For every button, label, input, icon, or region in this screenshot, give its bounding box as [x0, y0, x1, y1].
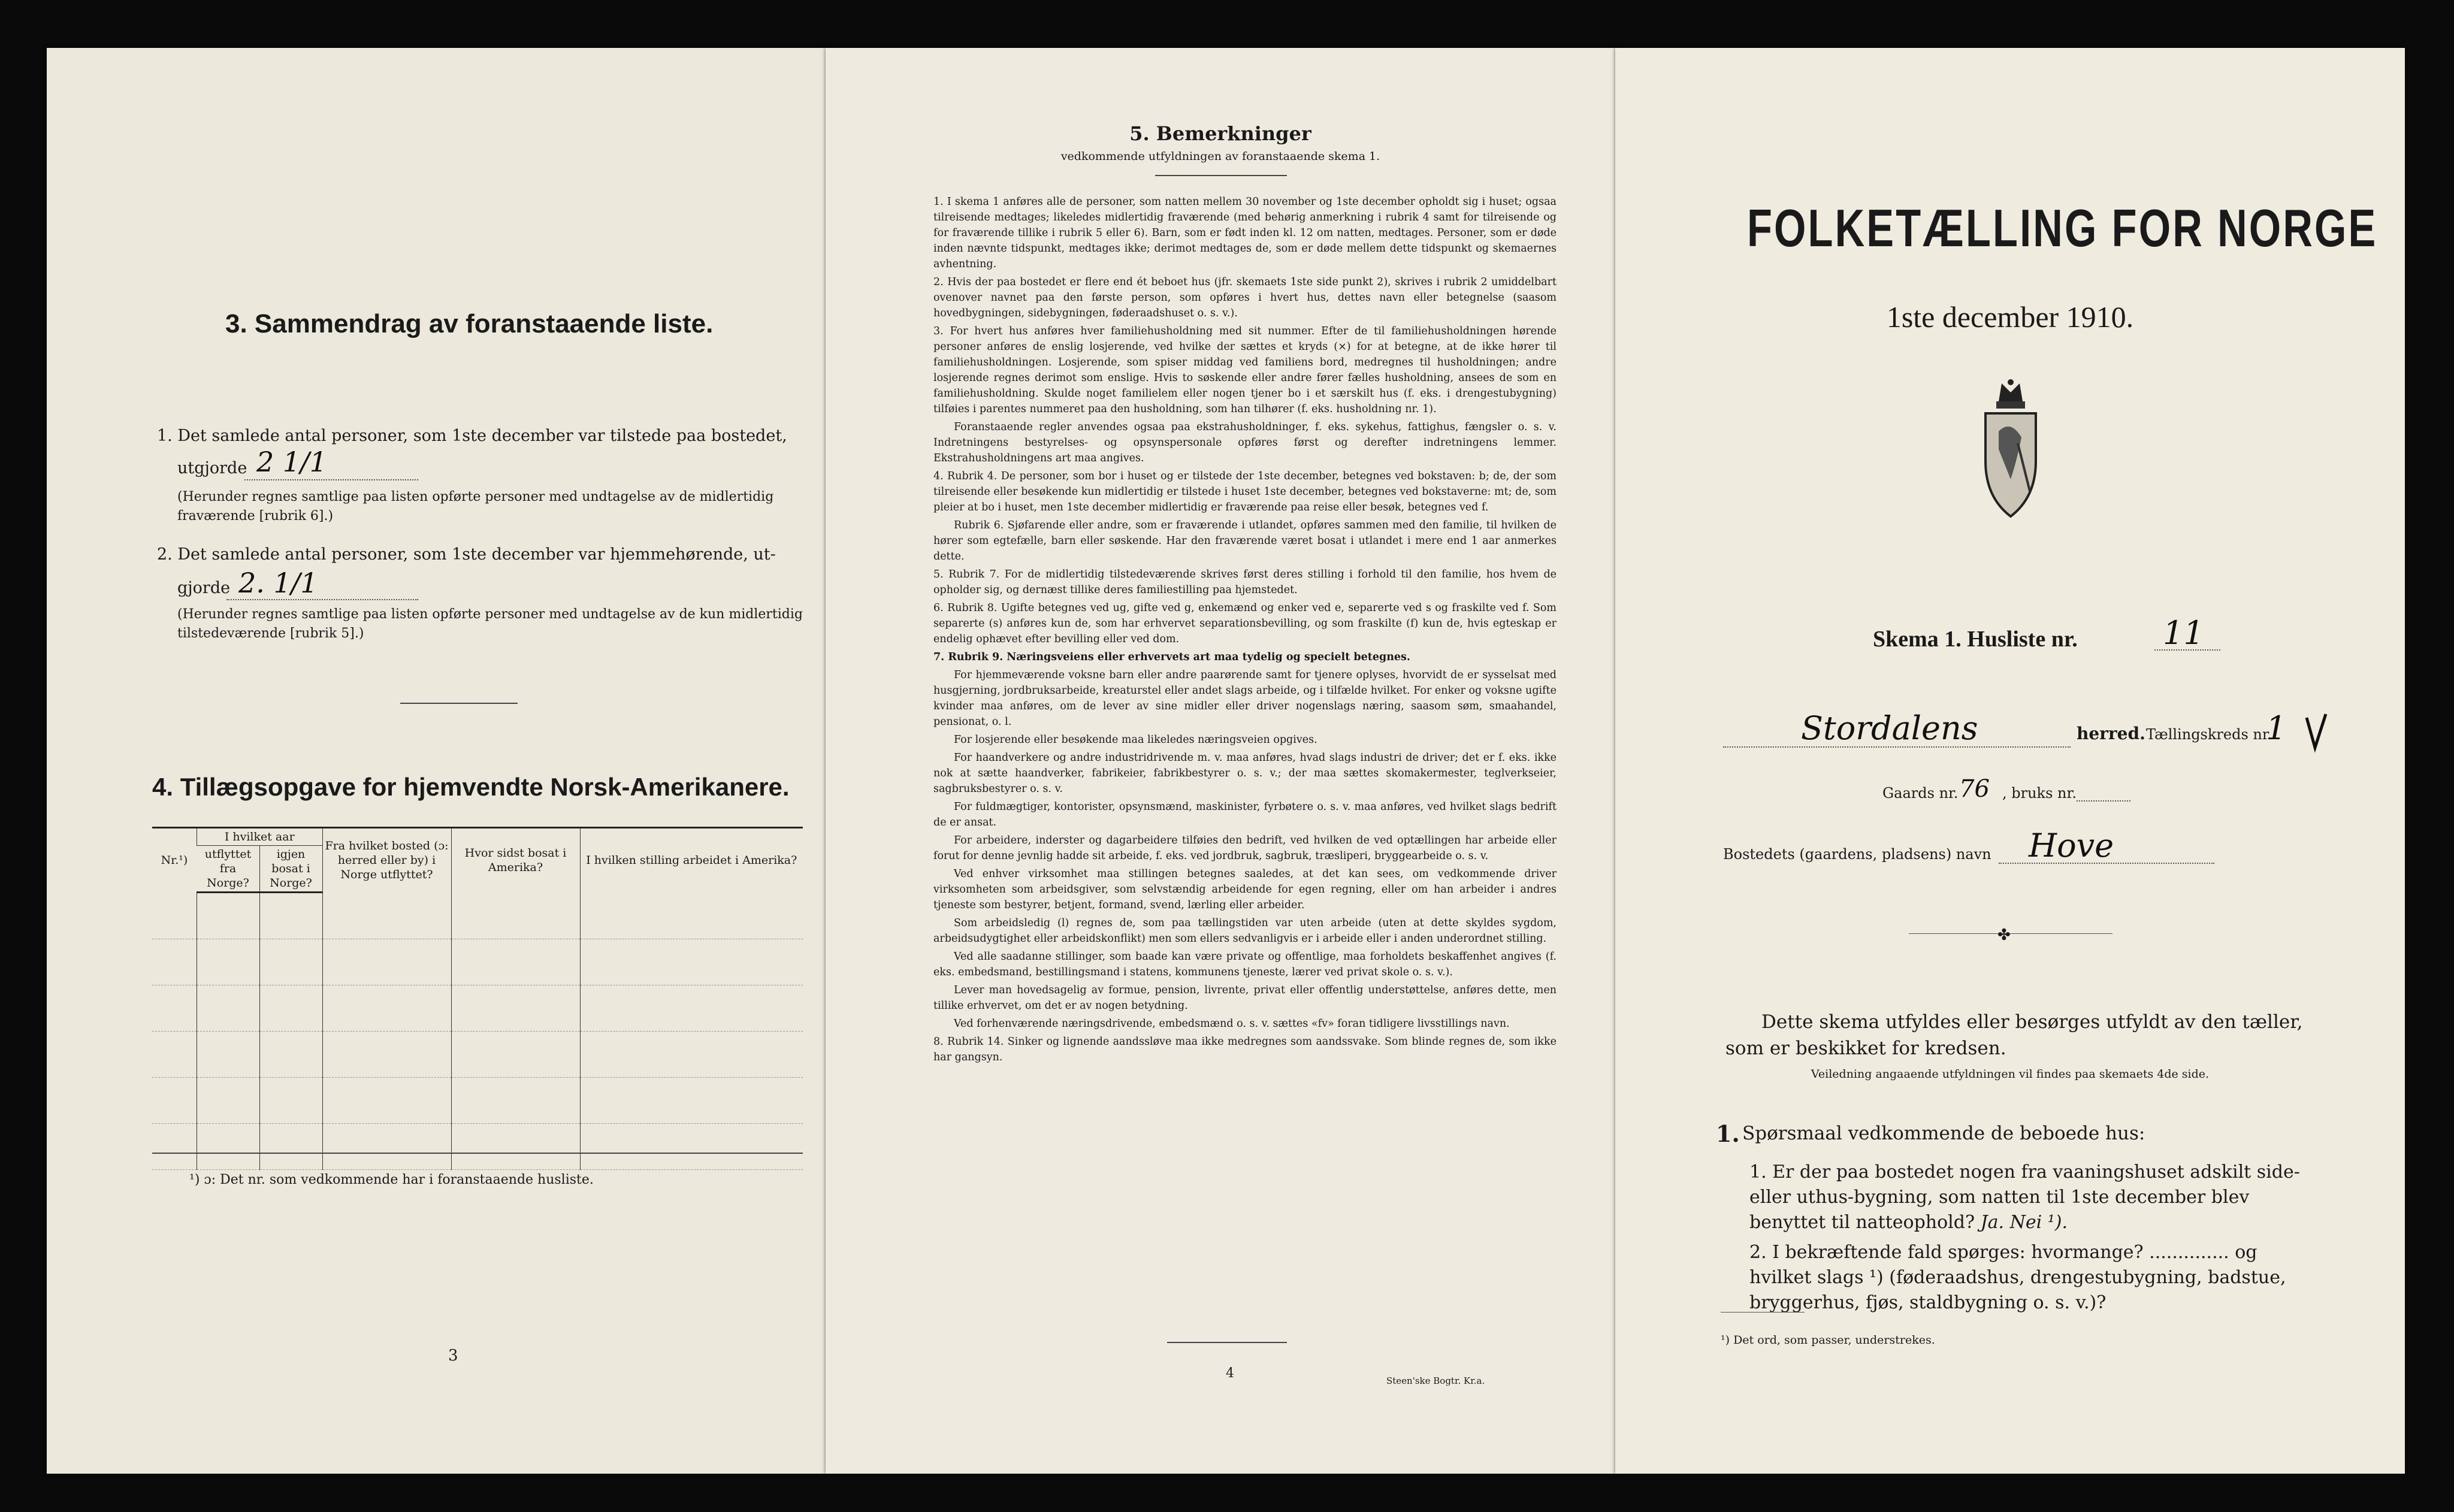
page-number: 3 [448, 1347, 458, 1365]
footnote-rule [1721, 1312, 1805, 1313]
veiledning: Veiledning angaaende utfyldningen vil findes paa skemaets 4de side. [1811, 1068, 2210, 1081]
ornament-rule [1909, 933, 2113, 934]
bemerkninger-body [933, 194, 1557, 1068]
bruks-line [2077, 800, 2130, 802]
gaards-value: 76 [1959, 775, 1990, 803]
herred-value: Stordalens [1801, 709, 1978, 747]
husliste-nr: 11 [2163, 614, 2204, 652]
paragraph: For fuldmægtiger, kontorister, opsynsmænd, maskinister, fyrbøtere o. s. v. maa anføres, ved hvilket slags bedrift de er ansat. [933, 801, 1557, 828]
item-2-text: 2. Det samlede antal personer, som 1ste december var hjemmehørende, ut- [157, 545, 776, 564]
item-2-note: (Herunder regnes samtlige paa listen opførte personer med undtagelse av de kun midlertidig tilstedeværende [rubrik 5].) [177, 607, 803, 641]
checkmark-icon [2304, 712, 2328, 754]
item-1-line [244, 479, 418, 480]
col-fra: Fra hvilket bosted (ɔ: herred eller by) i Norge utflyttet? [322, 828, 451, 893]
bemerkninger-subheading: vedkommende utfyldningen av foranstaaende skema 1. [1060, 150, 1380, 163]
col-stilling: I hvilken stilling arbeidet i Amerika? [580, 828, 803, 893]
paragraph: 8. Rubrik 14. Sinker og lignende aandssløve maa ikke medregnes som aandssvake. Som blinde regnes de, som ikke har gangsyn. [933, 1036, 1557, 1063]
ornament-icon: ✤ [1997, 926, 2011, 944]
page-4 [826, 48, 1615, 1474]
item-2-value: 2. 1/1 [238, 567, 318, 599]
paragraph: Som arbeidsledig (l) regnes de, som paa tællingstiden var uten arbeide (uten at dette skyldes sygdom, arbeidsudygtighet eller arbeidskonflikt) men som ellers sedvanligvis er i arbeide eller i anden underordnet stilling. [933, 917, 1557, 945]
table-row [152, 1124, 803, 1170]
norsk-amerikanere-table [152, 827, 803, 1170]
paragraph: Foranstaaende regler anvendes ogsaa paa ekstrahusholdninger, f. eks. sykehus, fattighus, fængsler o. s. v. Indretningens bestyrelses- og opsynspersonale opføres først og derefter indretningens lemmer. Ekstrahusholdningens art maa angives. [933, 421, 1557, 464]
question-1-text: 1. Er der paa bostedet nogen fra vaaningshuset adskilt side- eller uthus-bygning, som natten til 1ste december blev benyttet til natteophold? [1749, 1162, 2300, 1233]
question-1 [1749, 1160, 2325, 1235]
end-rule [1167, 1342, 1287, 1343]
col-hvor: Hvor sidst bosat i Amerika? [451, 828, 580, 893]
paragraph: Ved forhenværende næringsdrivende, embedsmænd o. s. v. sættes «fv» foran tidligere livsstillings navn. [954, 1018, 1510, 1030]
paragraph: For arbeidere, inderster og dagarbeidere tilføies den bedrift, ved hvilken de ved optællingen har arbeide eller forut for denne jevnlig hadde sit arbeide, f. eks. ved jordbruk, sagbruk, træsliperi, bryggearbeide o. s. v. [933, 834, 1557, 862]
cover-footnote: ¹) Det ord, som passer, understrekes. [1721, 1333, 1935, 1347]
col-aar: I hvilket aar [197, 828, 323, 846]
krets-value: 1 [2266, 709, 2287, 747]
item-2-utgjorde: gjorde [177, 579, 231, 597]
table-row [152, 985, 803, 1032]
table-bottom-rule [152, 1153, 803, 1154]
item-1-value: 2 1/1 [256, 446, 327, 478]
paragraph: For haandverkere og andre industridrivende m. v. maa anføres, hvad slags industri de driver; det er f. eks. ikke nok at sætte haandverker, fabrikeier, fabrikbestyrer o. s. v.; der maa sættes skomakermester, teglverkseier, sagbruksbestyrer o. s. v. [933, 752, 1557, 795]
question-heading-number: 1. [1716, 1120, 1740, 1147]
divider [400, 703, 518, 704]
paragraph: 1. I skema 1 anføres alle de personer, som natten mellem 30 november og 1ste december opholdt sig i huset; ogsaa tilreisende medtages; likeledes midlertidig fraværende (med behørig anmerkning i rubrik 4 samt for tilreisende og for fraværende tillike i rubrik 5 eller 6). Barn, som er født inden kl. 12 om natten, medtages. Personer, som er døde inden nævnte tidspunkt, medtages ikke; derimot medtages de, som er døde mellem dette tidspunkt og skemaernes avhentning. [933, 196, 1557, 270]
item-1-note: (Herunder regnes samtlige paa listen opførte personer med undtagelse av de midlertidig fraværende [rubrik 6].) [177, 489, 774, 524]
section-3-heading: 3. Sammendrag av foranstaaende liste. [225, 309, 714, 338]
paragraph: For hjemmeværende voksne barn eller andre paarørende samt for tjenere oplyses, hvorvidt de er sysselsat med husgjerning, jordbruksarbeide, kreaturstel eller andet slags arbeide, og i tilfælde hvilket. For enker og voksne ugifte kvinder maa anføres, om de lever av sine midler eller driver nogenslags næring, saasom søm, smaahandel, pensionat, o. l. [933, 669, 1557, 728]
item-1-text: 1. Det samlede antal personer, som 1ste december var tilstede paa bostedet, [157, 427, 787, 445]
paragraph: 7. Rubrik 9. Næringsveiens eller erhvervets art maa tydelig og specielt betegnes. [933, 651, 1410, 663]
page-3 [47, 48, 826, 1474]
coat-of-arms-icon [1975, 377, 2047, 521]
husliste-line [2154, 649, 2220, 651]
paragraph: Ved enhver virksomhet maa stillingen betegnes saaledes, at det kan sees, om vedkommende driver virksomheten som arbeidsgiver, som selvstændig arbeidende for egen regning, eller om han arbeider i andres tjeneste som bestyrer, betjent, formand, svend, lærling eller arbeider. [933, 868, 1557, 911]
table-row [152, 893, 803, 939]
page-number: 4 [1226, 1366, 1234, 1381]
table-footnote: ¹) ɔ: Det nr. som vedkommende har i foranstaaende husliste. [189, 1172, 594, 1187]
paragraph: Lever man hovedsagelig av formue, pension, livrente, privat eller offentlig understøttelse, anføres dette, men tillike erhvervet, om det er av nogen betydning. [933, 984, 1557, 1012]
bruks-label: , bruks nr. [2002, 785, 2077, 802]
table-row [152, 939, 803, 985]
heading-rule [1155, 175, 1287, 176]
bosted-value: Hove [2029, 827, 2114, 864]
herred-label: herred. [2077, 724, 2145, 743]
paragraph: Rubrik 6. Sjøfarende eller andre, som er fraværende i utlandet, opføres sammen med den familie, til hvilken de hører som egtefælle, barn eller søskende. Har den fraværende været bosat i utlandet i mere end 1 aar anmerkes dette. [933, 519, 1557, 563]
col-utflyttet: utflyttet fra Norge? [197, 846, 260, 893]
skema-label: Skema 1. Husliste nr. [1873, 627, 2078, 652]
cover-page [1615, 48, 2405, 1474]
question-heading: Spørsmaal vedkommende de beboede hus: [1742, 1123, 2145, 1144]
bemerkninger-heading: 5. Bemerkninger [1129, 122, 1311, 145]
col-igjen: igjen bosat i Norge? [259, 846, 322, 893]
paragraph: 5. Rubrik 7. For de midlertidig tilstedeværende skrives først deres stilling i forhold til den familie, hos hvem de opholder sig, og dernæst tillike deres familiestilling paa hjemstedet. [933, 568, 1557, 596]
paragraph: 3. For hvert hus anføres hver familiehusholdning med sit nummer. Efter de til familiehusholdningen hørende personer anføres de enslig losjerende, ved hvilke der sættes et kryds (×) for at betegne, at de ikke hører til familiehusholdningen. Losjerende, som spiser middag ved familiens bord, medregnes til husholdningen; andre losjerende regnes derimot som enslige. Hvis to søskende eller andre fører fælles husholdning, ansees de som en familiehusholdning. Skulde noget familielem eller nogen tjener bo i et særskilt hus (f. eks. i drengestubygning) tilføies i parentes nummeret paa den husholdning, som han tilhører (f. eks. husholdning nr. 1). [933, 325, 1557, 415]
section-4-heading: 4. Tillægsopgave for hjemvendte Norsk-Amerikanere. [152, 773, 790, 801]
question-2: 2. I bekræftende fald spørges: hvormange? .............. og hvilket slags ¹) (føderaadshus, drengestubygning, badstue, bryggerhus, fjøs, staldbygning o. s. v.)? [1749, 1242, 2286, 1313]
krets-label: Tællingskreds nr. [2146, 726, 2272, 743]
item-2-line [226, 599, 418, 600]
census-date: 1ste december 1910. [1886, 300, 2134, 334]
paragraph: 4. Rubrik 4. De personer, som bor i huset og er tilstede der 1ste december, betegnes ved bokstaven: b; de, der som tilreisende eller besøkende kun midlertidig er tilstede i huset 1ste december, betegnes ved bokstaverne: mt; de, som pleier at bo i huset, men 1ste december midlertidig er fraværende paa reise eller besøk, betegnes ved f. [933, 470, 1557, 513]
item-1-utgjorde: utgjorde [177, 459, 247, 477]
bosted-label: Bostedets (gaardens, pladsens) navn [1723, 846, 1991, 863]
gaards-label: Gaards nr. [1882, 785, 1959, 802]
printer-credit: Steen'ske Bogtr. Kr.a. [1386, 1375, 1485, 1386]
census-title: FOLKETÆLLING FOR NORGE [1747, 198, 2378, 258]
col-nr: Nr.¹) [152, 828, 197, 893]
table-row [152, 1078, 803, 1124]
question-1-answer: Ja. Nei ¹). [1980, 1212, 2068, 1233]
paragraph: For losjerende eller besøkende maa likeledes næringsveien opgives. [954, 734, 1317, 746]
table-row [152, 1032, 803, 1078]
paragraph: 2. Hvis der paa bostedet er flere end ét beboet hus (jfr. skemaets 1ste side punkt 2), skrives i rubrik 2 umiddelbart ovenover navnet paa den første person, som opføres i hvert hus, dettes navn eller betegnelse (saasom hovedbygningen, sidebygningen, føderaadshuset o. s. v.). [933, 276, 1557, 319]
paragraph: 6. Rubrik 8. Ugifte betegnes ved ug, gifte ved g, enkemænd og enker ved e, separerte ved s og fraskilte ved f. Som separerte (s) anføres kun de, som har erhvervet separationsbevilling, og som fraskilte (f) kun de, hvis egteskap er endelig ophævet efter bevilling eller ved dom. [933, 602, 1557, 645]
intro-text: Dette skema utfyldes eller besørges utfyldt av den tæller, som er beskikket for kredsen. [1725, 1011, 2303, 1059]
bosted-line [1999, 863, 2214, 864]
paragraph: Ved alle saadanne stillinger, som baade kan være private og offentlige, maa forholdets beskaffenhet angives (f. eks. embedsmand, bestillingsmand i statens, kommunens tjeneste, lærer ved privat skole o. s. v.). [933, 951, 1557, 978]
